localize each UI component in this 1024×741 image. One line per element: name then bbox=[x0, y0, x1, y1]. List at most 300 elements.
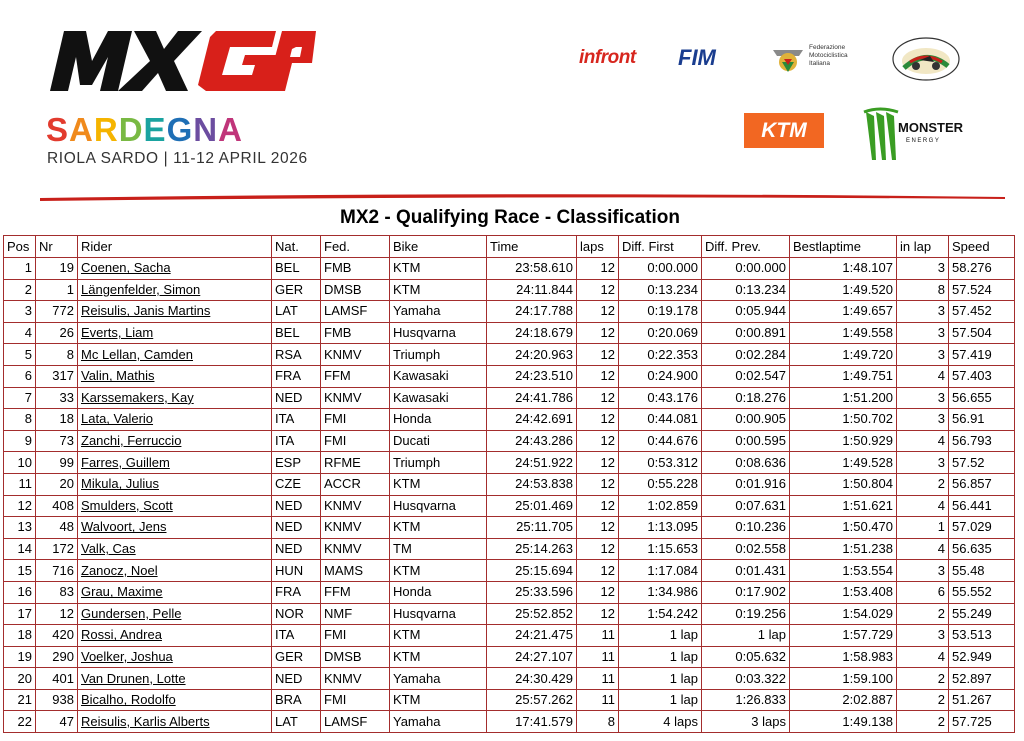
cell-bestlaptime: 1:50.929 bbox=[790, 430, 897, 452]
cell-nr: 73 bbox=[36, 430, 78, 452]
cell-speed: 56.655 bbox=[949, 387, 1015, 409]
cell-nr: 33 bbox=[36, 387, 78, 409]
cell-nr: 26 bbox=[36, 322, 78, 344]
cell-fed: FMB bbox=[321, 322, 390, 344]
cell-nat: FRA bbox=[272, 581, 321, 603]
cell-diff-first: 0:22.353 bbox=[619, 344, 702, 366]
cell-bike: Husqvarna bbox=[390, 495, 487, 517]
cell-fed: FFM bbox=[321, 581, 390, 603]
cell-bestlaptime: 1:50.470 bbox=[790, 517, 897, 539]
cell-diff-prev: 0:17.902 bbox=[702, 581, 790, 603]
cell-speed: 56.635 bbox=[949, 538, 1015, 560]
cell-in-lap: 3 bbox=[897, 409, 949, 431]
rider-link[interactable]: Farres, Guillem bbox=[81, 454, 170, 470]
cell-rider bbox=[78, 625, 272, 647]
cell-nr: 18 bbox=[36, 409, 78, 431]
cell-rider bbox=[78, 538, 272, 560]
table-header-row bbox=[4, 236, 1015, 258]
cell-diff-prev: 0:05.632 bbox=[702, 646, 790, 668]
cell-fed: KNMV bbox=[321, 344, 390, 366]
cell-bestlaptime: 1:53.554 bbox=[790, 560, 897, 582]
cell-bike: KTM bbox=[390, 560, 487, 582]
cell-laps: 12 bbox=[577, 279, 619, 301]
cell-nat: HUN bbox=[272, 560, 321, 582]
rider-link[interactable]: Zanocz, Noel bbox=[81, 562, 158, 578]
cell-speed: 57.504 bbox=[949, 322, 1015, 344]
cell-rider bbox=[78, 473, 272, 495]
cell-laps: 12 bbox=[577, 473, 619, 495]
cell-time: 24:18.679 bbox=[487, 322, 577, 344]
column-header-nr: Nr bbox=[36, 236, 78, 258]
cell-laps: 12 bbox=[577, 560, 619, 582]
cell-in-lap: 2 bbox=[897, 689, 949, 711]
cell-nat: LAT bbox=[272, 711, 321, 733]
cell-time: 24:17.788 bbox=[487, 301, 577, 323]
cell-rider bbox=[78, 581, 272, 603]
cell-laps: 12 bbox=[577, 365, 619, 387]
column-header-in-lap: in lap bbox=[897, 236, 949, 258]
cell-time: 24:53.838 bbox=[487, 473, 577, 495]
cell-time: 25:11.705 bbox=[487, 517, 577, 539]
table-row bbox=[4, 668, 1015, 690]
rider-link[interactable]: Rossi, Andrea bbox=[81, 627, 162, 643]
cell-laps: 11 bbox=[577, 625, 619, 647]
cell-fed: FMI bbox=[321, 409, 390, 431]
cell-laps: 12 bbox=[577, 301, 619, 323]
column-header-diff-first: Diff. First bbox=[619, 236, 702, 258]
cell-diff-first: 0:19.178 bbox=[619, 301, 702, 323]
cell-speed: 55.249 bbox=[949, 603, 1015, 625]
event-name bbox=[46, 113, 243, 146]
rider-link[interactable]: Walvoort, Jens bbox=[81, 519, 167, 535]
cell-nat: BRA bbox=[272, 689, 321, 711]
cell-bike: Yamaha bbox=[390, 668, 487, 690]
cell-nat: GER bbox=[272, 279, 321, 301]
cell-bestlaptime: 1:49.751 bbox=[790, 365, 897, 387]
fmi-logo bbox=[771, 42, 861, 76]
table-row bbox=[4, 689, 1015, 711]
table-row bbox=[4, 538, 1015, 560]
cell-speed: 51.267 bbox=[949, 689, 1015, 711]
table-row bbox=[4, 603, 1015, 625]
rider-link[interactable]: Voelker, Joshua bbox=[81, 648, 173, 664]
cell-diff-prev: 0:00.000 bbox=[702, 258, 790, 280]
cell-diff-prev: 3 laps bbox=[702, 711, 790, 733]
table-row bbox=[4, 344, 1015, 366]
cell-diff-prev: 0:08.636 bbox=[702, 452, 790, 474]
cell-bike: Honda bbox=[390, 581, 487, 603]
cell-bike: KTM bbox=[390, 258, 487, 280]
cell-laps: 12 bbox=[577, 409, 619, 431]
cell-nr: 938 bbox=[36, 689, 78, 711]
cell-laps: 12 bbox=[577, 603, 619, 625]
column-header-bike: Bike bbox=[390, 236, 487, 258]
cell-nat: NED bbox=[272, 495, 321, 517]
cell-bestlaptime: 2:02.887 bbox=[790, 689, 897, 711]
cell-pos: 6 bbox=[4, 365, 36, 387]
cell-nr: 47 bbox=[36, 711, 78, 733]
event-name-letter: A bbox=[69, 111, 94, 148]
cell-speed: 56.91 bbox=[949, 409, 1015, 431]
infront-logo: infront bbox=[579, 47, 636, 68]
cell-fed: ACCR bbox=[321, 473, 390, 495]
cell-diff-prev: 0:18.276 bbox=[702, 387, 790, 409]
table-row bbox=[4, 473, 1015, 495]
cell-nr: 19 bbox=[36, 258, 78, 280]
cell-bestlaptime: 1:51.238 bbox=[790, 538, 897, 560]
cell-laps: 12 bbox=[577, 387, 619, 409]
cell-bike: Husqvarna bbox=[390, 603, 487, 625]
cell-nat: BEL bbox=[272, 258, 321, 280]
cell-fed: FFM bbox=[321, 365, 390, 387]
cell-pos: 11 bbox=[4, 473, 36, 495]
cell-bestlaptime: 1:49.528 bbox=[790, 452, 897, 474]
cell-pos: 17 bbox=[4, 603, 36, 625]
cell-in-lap: 4 bbox=[897, 365, 949, 387]
cell-bike: TM bbox=[390, 538, 487, 560]
cell-bike: KTM bbox=[390, 646, 487, 668]
table-row bbox=[4, 387, 1015, 409]
cell-pos: 4 bbox=[4, 322, 36, 344]
rider-link[interactable]: Smulders, Scott bbox=[81, 497, 173, 513]
cell-diff-first: 1:15.653 bbox=[619, 538, 702, 560]
cell-rider bbox=[78, 560, 272, 582]
table-row bbox=[4, 365, 1015, 387]
event-name-letter: R bbox=[93, 111, 119, 148]
cell-diff-prev: 0:00.595 bbox=[702, 430, 790, 452]
cell-rider bbox=[78, 365, 272, 387]
cell-in-lap: 3 bbox=[897, 560, 949, 582]
event-name-letter: N bbox=[193, 111, 219, 148]
cell-bike: KTM bbox=[390, 473, 487, 495]
classification-table bbox=[3, 235, 1015, 733]
table-row bbox=[4, 646, 1015, 668]
cell-diff-prev: 0:00.905 bbox=[702, 409, 790, 431]
cell-pos: 9 bbox=[4, 430, 36, 452]
table-row bbox=[4, 560, 1015, 582]
cell-diff-first: 0:24.900 bbox=[619, 365, 702, 387]
rider-link[interactable]: Reisulis, Karlis Alberts bbox=[81, 713, 210, 729]
cell-nat: FRA bbox=[272, 365, 321, 387]
cell-time: 25:57.262 bbox=[487, 689, 577, 711]
cell-bestlaptime: 1:51.621 bbox=[790, 495, 897, 517]
table-body bbox=[4, 258, 1015, 733]
table-row bbox=[4, 581, 1015, 603]
cell-bike: Triumph bbox=[390, 452, 487, 474]
cell-time: 23:58.610 bbox=[487, 258, 577, 280]
cell-nat: ESP bbox=[272, 452, 321, 474]
cell-diff-first: 0:55.228 bbox=[619, 473, 702, 495]
event-banner bbox=[0, 0, 1010, 205]
cell-bike: Yamaha bbox=[390, 711, 487, 733]
cell-bestlaptime: 1:54.029 bbox=[790, 603, 897, 625]
cell-time: 24:11.844 bbox=[487, 279, 577, 301]
cell-fed: FMI bbox=[321, 689, 390, 711]
column-header-speed: Speed bbox=[949, 236, 1015, 258]
cell-rider bbox=[78, 495, 272, 517]
cell-diff-prev: 0:02.547 bbox=[702, 365, 790, 387]
column-header-laps: laps bbox=[577, 236, 619, 258]
cell-time: 24:51.922 bbox=[487, 452, 577, 474]
cell-pos: 10 bbox=[4, 452, 36, 474]
cell-speed: 57.452 bbox=[949, 301, 1015, 323]
cell-pos: 5 bbox=[4, 344, 36, 366]
cell-speed: 55.48 bbox=[949, 560, 1015, 582]
cell-speed: 57.725 bbox=[949, 711, 1015, 733]
cell-bestlaptime: 1:48.107 bbox=[790, 258, 897, 280]
cell-diff-first: 1:13.095 bbox=[619, 517, 702, 539]
rider-link[interactable]: Bicalho, Rodolfo bbox=[81, 692, 176, 708]
cell-time: 24:21.475 bbox=[487, 625, 577, 647]
cell-nr: 83 bbox=[36, 581, 78, 603]
cell-speed: 57.029 bbox=[949, 517, 1015, 539]
cell-time: 24:20.963 bbox=[487, 344, 577, 366]
cell-bike: Triumph bbox=[390, 344, 487, 366]
cell-bike: Ducati bbox=[390, 430, 487, 452]
cell-nat: NOR bbox=[272, 603, 321, 625]
cell-diff-first: 1:17.084 bbox=[619, 560, 702, 582]
column-header-diff-prev: Diff. Prev. bbox=[702, 236, 790, 258]
rider-link[interactable]: Längenfelder, Simon bbox=[81, 281, 201, 297]
cell-speed: 57.52 bbox=[949, 452, 1015, 474]
cell-fed: MAMS bbox=[321, 560, 390, 582]
cell-rider bbox=[78, 711, 272, 733]
cell-diff-prev: 0:05.944 bbox=[702, 301, 790, 323]
cell-bestlaptime: 1:49.720 bbox=[790, 344, 897, 366]
rider-link[interactable]: Lata, Valerio bbox=[81, 411, 154, 427]
cell-nr: 716 bbox=[36, 560, 78, 582]
cell-pos: 1 bbox=[4, 258, 36, 280]
cell-nat: NED bbox=[272, 538, 321, 560]
cell-rider bbox=[78, 387, 272, 409]
cell-bestlaptime: 1:51.200 bbox=[790, 387, 897, 409]
cell-pos: 7 bbox=[4, 387, 36, 409]
cell-rider bbox=[78, 430, 272, 452]
cell-in-lap: 2 bbox=[897, 473, 949, 495]
cell-diff-first: 0:20.069 bbox=[619, 322, 702, 344]
table-row bbox=[4, 625, 1015, 647]
cell-speed: 53.513 bbox=[949, 625, 1015, 647]
cell-in-lap: 1 bbox=[897, 517, 949, 539]
cell-in-lap: 3 bbox=[897, 625, 949, 647]
cell-pos: 19 bbox=[4, 646, 36, 668]
cell-nr: 172 bbox=[36, 538, 78, 560]
cell-nat: LAT bbox=[272, 301, 321, 323]
monster-energy-logo bbox=[862, 106, 972, 166]
cell-rider bbox=[78, 301, 272, 323]
cell-fed: DMSB bbox=[321, 646, 390, 668]
cell-time: 24:27.107 bbox=[487, 646, 577, 668]
table-row bbox=[4, 517, 1015, 539]
cell-bestlaptime: 1:53.408 bbox=[790, 581, 897, 603]
cell-laps: 11 bbox=[577, 668, 619, 690]
cell-bestlaptime: 1:57.729 bbox=[790, 625, 897, 647]
cell-diff-first: 4 laps bbox=[619, 711, 702, 733]
cell-speed: 58.276 bbox=[949, 258, 1015, 280]
cell-nr: 290 bbox=[36, 646, 78, 668]
rider-link[interactable]: Everts, Liam bbox=[81, 325, 154, 341]
cell-rider bbox=[78, 603, 272, 625]
cell-diff-first: 1 lap bbox=[619, 646, 702, 668]
cell-bestlaptime: 1:50.702 bbox=[790, 409, 897, 431]
cell-nat: BEL bbox=[272, 322, 321, 344]
ktm-logo: KTM bbox=[744, 113, 824, 148]
rider-link[interactable]: Coenen, Sacha bbox=[81, 260, 171, 276]
cell-fed: LAMSF bbox=[321, 301, 390, 323]
cell-bike: Kawasaki bbox=[390, 387, 487, 409]
cell-fed: KNMV bbox=[321, 538, 390, 560]
cell-pos: 16 bbox=[4, 581, 36, 603]
cell-nat: RSA bbox=[272, 344, 321, 366]
cell-in-lap: 4 bbox=[897, 538, 949, 560]
cell-rider bbox=[78, 409, 272, 431]
cell-time: 25:14.263 bbox=[487, 538, 577, 560]
column-header-time: Time bbox=[487, 236, 577, 258]
table-row bbox=[4, 301, 1015, 323]
cell-laps: 12 bbox=[577, 430, 619, 452]
cell-bike: Kawasaki bbox=[390, 365, 487, 387]
cell-diff-first: 0:13.234 bbox=[619, 279, 702, 301]
cell-diff-first: 1:34.986 bbox=[619, 581, 702, 603]
cell-rider bbox=[78, 322, 272, 344]
cell-diff-prev: 0:13.234 bbox=[702, 279, 790, 301]
fmi-emblem-icon bbox=[771, 42, 805, 76]
cell-diff-first: 0:44.081 bbox=[619, 409, 702, 431]
cell-bike: Husqvarna bbox=[390, 322, 487, 344]
cell-diff-first: 1:02.859 bbox=[619, 495, 702, 517]
cell-pos: 3 bbox=[4, 301, 36, 323]
cell-speed: 56.441 bbox=[949, 495, 1015, 517]
page-title: MX2 - Qualifying Race - Classification bbox=[340, 207, 680, 228]
cell-rider bbox=[78, 646, 272, 668]
table-row bbox=[4, 495, 1015, 517]
cell-laps: 8 bbox=[577, 711, 619, 733]
cell-pos: 15 bbox=[4, 560, 36, 582]
cell-nr: 48 bbox=[36, 517, 78, 539]
cell-pos: 2 bbox=[4, 279, 36, 301]
cell-rider bbox=[78, 668, 272, 690]
cell-rider bbox=[78, 452, 272, 474]
svg-text:ENERGY: ENERGY bbox=[906, 138, 941, 144]
cell-pos: 14 bbox=[4, 538, 36, 560]
cell-diff-prev: 0:01.916 bbox=[702, 473, 790, 495]
cell-in-lap: 6 bbox=[897, 581, 949, 603]
cell-bike: Honda bbox=[390, 409, 487, 431]
cell-nr: 99 bbox=[36, 452, 78, 474]
cell-diff-first: 0:43.176 bbox=[619, 387, 702, 409]
cell-fed: FMB bbox=[321, 258, 390, 280]
cell-in-lap: 3 bbox=[897, 387, 949, 409]
cell-diff-first: 0:53.312 bbox=[619, 452, 702, 474]
cell-time: 25:01.469 bbox=[487, 495, 577, 517]
rider-link[interactable]: Zanchi, Ferruccio bbox=[81, 433, 182, 449]
rider-link[interactable]: Gundersen, Pelle bbox=[81, 605, 182, 621]
cell-rider bbox=[78, 344, 272, 366]
event-name-letter: G bbox=[166, 111, 194, 148]
cell-time: 25:15.694 bbox=[487, 560, 577, 582]
cell-bestlaptime: 1:49.138 bbox=[790, 711, 897, 733]
cell-nr: 317 bbox=[36, 365, 78, 387]
cell-diff-first: 1 lap bbox=[619, 689, 702, 711]
cell-laps: 11 bbox=[577, 689, 619, 711]
cell-bestlaptime: 1:49.520 bbox=[790, 279, 897, 301]
cell-bestlaptime: 1:58.983 bbox=[790, 646, 897, 668]
cell-diff-prev: 0:02.284 bbox=[702, 344, 790, 366]
rider-link[interactable]: Valin, Mathis bbox=[81, 368, 155, 384]
cell-fed: KNMV bbox=[321, 668, 390, 690]
cell-laps: 12 bbox=[577, 581, 619, 603]
cell-time: 17:41.579 bbox=[487, 711, 577, 733]
cell-rider bbox=[78, 689, 272, 711]
rider-link[interactable]: Grau, Maxime bbox=[81, 584, 163, 600]
cell-fed: KNMV bbox=[321, 495, 390, 517]
cell-time: 24:43.286 bbox=[487, 430, 577, 452]
cell-laps: 12 bbox=[577, 452, 619, 474]
table-row bbox=[4, 452, 1015, 474]
cell-bestlaptime: 1:59.100 bbox=[790, 668, 897, 690]
cell-speed: 55.552 bbox=[949, 581, 1015, 603]
cell-pos: 18 bbox=[4, 625, 36, 647]
rider-link[interactable]: Mikula, Julius bbox=[81, 476, 160, 492]
column-header-pos: Pos bbox=[4, 236, 36, 258]
cell-laps: 11 bbox=[577, 646, 619, 668]
cell-laps: 12 bbox=[577, 495, 619, 517]
cell-bestlaptime: 1:50.804 bbox=[790, 473, 897, 495]
column-header-nat: Nat. bbox=[272, 236, 321, 258]
cell-fed: FMI bbox=[321, 430, 390, 452]
cell-speed: 57.524 bbox=[949, 279, 1015, 301]
cell-fed: KNMV bbox=[321, 387, 390, 409]
rider-link[interactable]: Van Drunen, Lotte bbox=[81, 670, 186, 686]
cell-bestlaptime: 1:49.657 bbox=[790, 301, 897, 323]
rider-link[interactable]: Mc Lellan, Camden bbox=[81, 346, 193, 362]
cell-nat: GER bbox=[272, 646, 321, 668]
cell-speed: 57.419 bbox=[949, 344, 1015, 366]
cell-diff-prev: 0:07.631 bbox=[702, 495, 790, 517]
cell-nr: 8 bbox=[36, 344, 78, 366]
cell-nat: ITA bbox=[272, 430, 321, 452]
cell-time: 24:42.691 bbox=[487, 409, 577, 431]
cell-diff-first: 1 lap bbox=[619, 668, 702, 690]
cell-time: 24:30.429 bbox=[487, 668, 577, 690]
cell-speed: 52.897 bbox=[949, 668, 1015, 690]
cell-nr: 401 bbox=[36, 668, 78, 690]
regional-association-logo bbox=[890, 36, 962, 82]
cell-in-lap: 8 bbox=[897, 279, 949, 301]
cell-fed: DMSB bbox=[321, 279, 390, 301]
cell-speed: 56.793 bbox=[949, 430, 1015, 452]
cell-bike: KTM bbox=[390, 279, 487, 301]
cell-nat: NED bbox=[272, 517, 321, 539]
cell-in-lap: 2 bbox=[897, 668, 949, 690]
table-row bbox=[4, 430, 1015, 452]
table-row bbox=[4, 409, 1015, 431]
rider-link[interactable]: Karssemakers, Kay bbox=[81, 389, 194, 405]
cell-nr: 12 bbox=[36, 603, 78, 625]
cell-diff-prev: 1:26.833 bbox=[702, 689, 790, 711]
event-location-date: RIOLA SARDO | 11-12 APRIL 2026 bbox=[47, 150, 308, 167]
svg-text:MONSTER: MONSTER bbox=[898, 120, 963, 135]
cell-nat: ITA bbox=[272, 409, 321, 431]
cell-nr: 772 bbox=[36, 301, 78, 323]
cell-bike: Yamaha bbox=[390, 301, 487, 323]
cell-in-lap: 3 bbox=[897, 344, 949, 366]
rider-link[interactable]: Reisulis, Janis Martins bbox=[81, 303, 211, 319]
cell-diff-prev: 0:00.891 bbox=[702, 322, 790, 344]
cell-in-lap: 4 bbox=[897, 495, 949, 517]
rider-link[interactable]: Valk, Cas bbox=[81, 541, 136, 557]
cell-nr: 420 bbox=[36, 625, 78, 647]
